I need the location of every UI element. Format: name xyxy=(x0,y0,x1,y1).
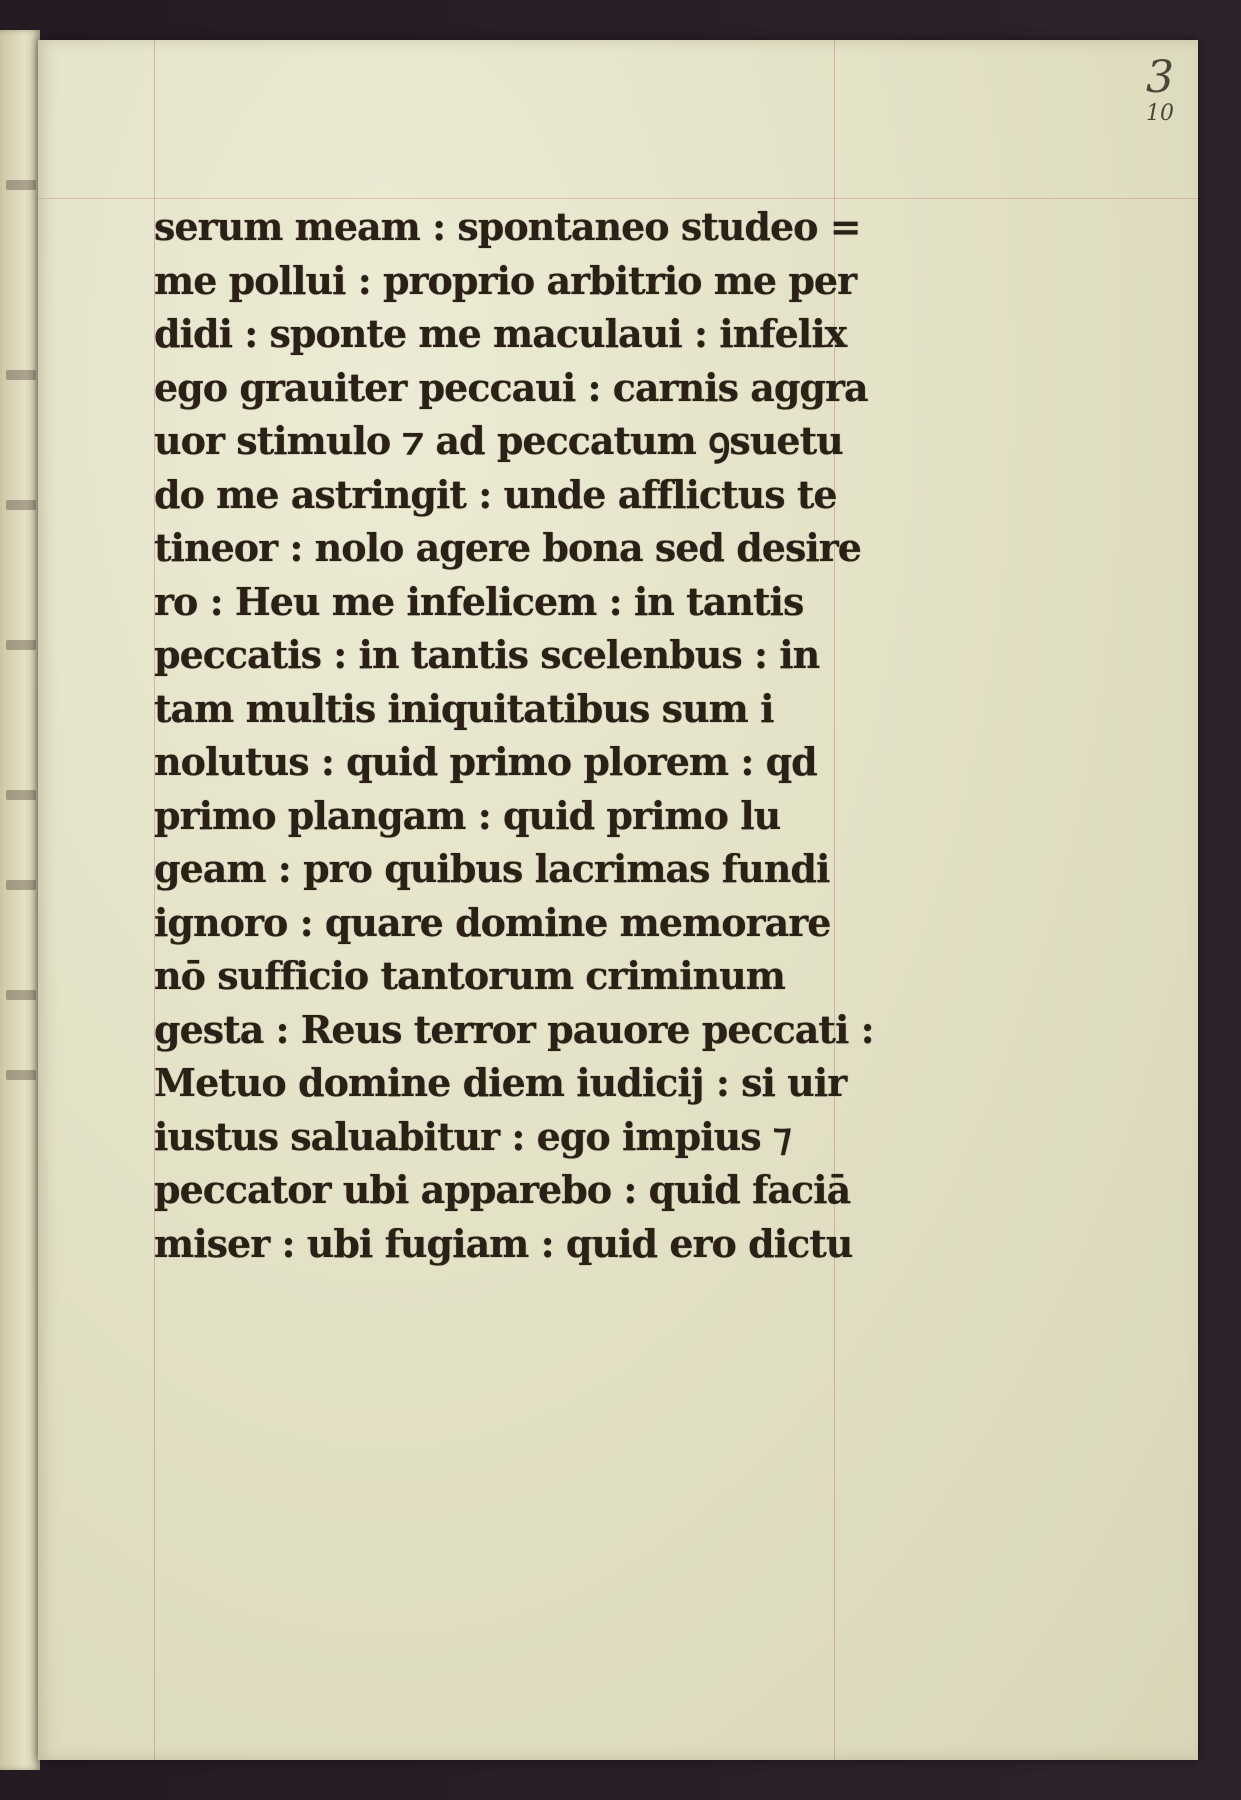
bleed-mark xyxy=(6,500,36,510)
text-line: ro : Heu me infelicem : in tantis xyxy=(154,578,804,624)
text-line: didi : sponte me maculaui : infelix xyxy=(154,311,847,356)
text-line: ego grauiter peccaui : carnis aggra xyxy=(154,364,868,410)
previous-leaf-edge xyxy=(0,30,40,1770)
bleed-mark xyxy=(6,370,36,380)
bleed-mark xyxy=(6,990,36,1000)
text-line: Metuo domine diem iudicij : si uir xyxy=(154,1060,847,1105)
ruling-line-top xyxy=(38,198,1198,199)
manuscript-leaf xyxy=(38,40,1198,1760)
text-line: gesta : Reus terror pauore peccati : xyxy=(154,1006,874,1052)
bleed-mark xyxy=(6,790,36,800)
text-line: tam multis iniquitatibus sum i xyxy=(154,685,774,731)
folio-number xyxy=(1146,52,1174,126)
bleed-mark xyxy=(6,180,36,190)
text-line: iustus saluabitur : ego impius ⁊ xyxy=(154,1113,791,1159)
text-line: miser : ubi fugiam : quid ero dictu xyxy=(154,1220,853,1266)
folio-sub: 10 xyxy=(1146,101,1174,126)
bleed-mark xyxy=(6,640,36,650)
text-block xyxy=(154,200,874,1270)
text-line: nolutus : quid primo plorem : qd xyxy=(154,739,817,784)
text-line: me pollui : proprio arbitrio me per xyxy=(154,257,857,303)
bleed-mark xyxy=(6,880,36,890)
text-line: serum meam : spontaneo studeo = xyxy=(154,204,861,249)
text-line: nō sufficio tantorum criminum xyxy=(154,953,785,998)
bleed-mark xyxy=(6,1070,36,1080)
text-line: uor stimulo ⁊ ad peccatum ꝯsuetu xyxy=(154,418,843,463)
text-line: tineor : nolo agere bona sed desire xyxy=(154,525,861,570)
text-line: ignoro : quare domine memorare xyxy=(154,899,831,945)
text-line: do me astringit : unde afflictus te xyxy=(154,471,837,517)
text-line: peccatis : in tantis scelenbus : in xyxy=(154,632,820,677)
text-line: peccator ubi apparebo : quid faciā xyxy=(154,1167,851,1212)
text-line: geam : pro quibus lacrimas fundi xyxy=(154,846,830,891)
text-line: primo plangam : quid primo lu xyxy=(154,792,781,838)
folio-main: 3 xyxy=(1146,52,1174,103)
